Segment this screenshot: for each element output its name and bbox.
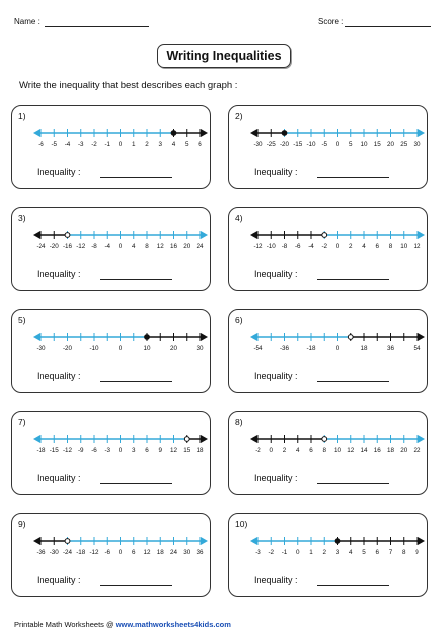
footer-site-link[interactable]: www.mathworksheets4kids.com <box>115 620 231 629</box>
tick-label: 9 <box>415 549 419 556</box>
tick-label: 9 <box>158 447 163 454</box>
tick-label: -4 <box>104 243 111 250</box>
inequality-answer-line[interactable] <box>100 381 172 382</box>
tick-label: 18 <box>360 345 368 352</box>
tick-label: 1 <box>309 549 313 556</box>
right-arrow-icon <box>201 537 208 545</box>
problem-card <box>228 513 428 597</box>
open-circle-marker <box>322 437 327 442</box>
problem-card <box>11 207 211 291</box>
tick-label: 20 <box>183 243 191 250</box>
tick-label: 0 <box>335 243 340 250</box>
name-line[interactable] <box>45 26 149 27</box>
tick-label: 6 <box>131 549 136 556</box>
tick-label: 16 <box>169 243 178 250</box>
problem-card <box>11 513 211 597</box>
tick-label: -18 <box>36 447 46 454</box>
number-line <box>229 222 427 256</box>
tick-label: -4 <box>308 243 314 250</box>
left-arrow-icon <box>33 435 40 443</box>
tick-label: 12 <box>156 243 164 250</box>
left-arrow-icon <box>33 129 40 137</box>
score-label: Score : <box>318 17 344 26</box>
tick-label: 10 <box>400 243 408 250</box>
tick-label: -36 <box>36 549 46 556</box>
tick-label: 20 <box>169 345 178 352</box>
inequality-label: Inequality : <box>37 575 81 585</box>
left-arrow-icon <box>250 435 257 443</box>
tick-label: -6 <box>91 447 97 454</box>
tick-label: -30 <box>49 549 59 556</box>
inequality-answer-line[interactable] <box>100 483 172 484</box>
tick-label: 4 <box>362 243 366 250</box>
tick-label: -25 <box>266 141 276 148</box>
tick-label: 5 <box>184 141 189 148</box>
left-arrow-icon <box>33 537 40 545</box>
tick-label: 12 <box>347 447 355 454</box>
problem-number: 2) <box>235 111 243 121</box>
inequality-label: Inequality : <box>254 269 298 279</box>
tick-label: 24 <box>196 243 204 250</box>
problem-number: 5) <box>18 315 26 325</box>
tick-label: 10 <box>333 447 342 454</box>
left-arrow-icon <box>250 537 257 545</box>
tick-label: -10 <box>306 141 316 148</box>
tick-label: 4 <box>348 549 353 556</box>
tick-label: -36 <box>279 345 290 352</box>
tick-label: -6 <box>38 141 44 148</box>
tick-label: 0 <box>335 345 340 352</box>
number-line <box>229 120 427 154</box>
tick-label: 0 <box>118 447 123 454</box>
tick-label: -30 <box>253 141 263 148</box>
right-arrow-icon <box>201 435 208 443</box>
name-label: Name : <box>14 17 40 26</box>
tick-label: 30 <box>413 141 421 148</box>
tick-label: -10 <box>89 345 99 352</box>
tick-label: 4 <box>295 447 300 454</box>
tick-label: -54 <box>253 345 263 352</box>
open-circle-marker <box>65 539 70 544</box>
inequality-label: Inequality : <box>37 269 81 279</box>
tick-label: -4 <box>64 141 71 148</box>
tick-label: 20 <box>400 447 408 454</box>
number-line <box>229 426 427 460</box>
problem-number: 3) <box>18 213 26 223</box>
problem-card <box>11 411 211 495</box>
number-line <box>229 324 427 358</box>
tick-label: 0 <box>118 243 123 250</box>
problem-card <box>11 105 211 189</box>
tick-label: 0 <box>118 141 123 148</box>
tick-label: -18 <box>76 549 86 556</box>
problem-number: 10) <box>235 519 248 529</box>
problem-number: 9) <box>18 519 26 529</box>
tick-label: 8 <box>388 243 393 250</box>
left-arrow-icon <box>33 231 40 239</box>
open-circle-marker <box>348 335 353 340</box>
tick-label: -15 <box>293 141 303 148</box>
number-line <box>12 324 210 358</box>
problem-card <box>11 309 211 393</box>
tick-label: -24 <box>36 243 46 250</box>
tick-label: 18 <box>196 447 204 454</box>
tick-label: -12 <box>89 549 99 556</box>
tick-label: -2 <box>268 549 275 556</box>
inequality-label: Inequality : <box>254 167 298 177</box>
tick-label: -2 <box>321 243 328 250</box>
inequality-answer-line[interactable] <box>317 483 389 484</box>
tick-label: 4 <box>171 141 176 148</box>
tick-label: 25 <box>400 141 408 148</box>
tick-label: -10 <box>266 243 276 250</box>
right-arrow-icon <box>418 537 425 545</box>
tick-label: 3 <box>335 549 340 556</box>
tick-label: 30 <box>183 549 191 556</box>
tick-label: 10 <box>143 345 151 352</box>
instructions: Write the inequality that best describes each graph : <box>19 80 238 91</box>
problem-card <box>228 207 428 291</box>
tick-label: -6 <box>294 243 301 250</box>
number-line <box>229 528 427 562</box>
tick-label: 14 <box>360 447 368 454</box>
tick-label: -8 <box>281 243 288 250</box>
tick-label: -1 <box>281 549 288 556</box>
tick-label: 0 <box>118 345 123 352</box>
tick-label: 6 <box>145 447 149 454</box>
tick-label: 8 <box>401 549 406 556</box>
number-line <box>12 426 210 460</box>
closed-circle-marker <box>335 539 340 544</box>
right-arrow-icon <box>201 231 208 239</box>
tick-label: -3 <box>255 549 261 556</box>
open-circle-marker <box>184 437 189 442</box>
tick-label: 5 <box>348 141 353 148</box>
tick-label: -2 <box>91 141 97 148</box>
tick-label: 0 <box>118 549 123 556</box>
tick-label: -12 <box>253 243 263 250</box>
tick-label: -5 <box>51 141 58 148</box>
tick-label: 6 <box>198 141 202 148</box>
tick-label: 12 <box>169 447 178 454</box>
tick-label: 7 <box>388 549 393 556</box>
number-line <box>12 120 210 154</box>
problem-number: 8) <box>235 417 243 427</box>
problem-card <box>228 309 428 393</box>
tick-label: -5 <box>321 141 328 148</box>
tick-label: -8 <box>91 243 97 250</box>
tick-label: 36 <box>386 345 395 352</box>
tick-label: -20 <box>62 345 73 352</box>
right-arrow-icon <box>418 231 425 239</box>
tick-label: -9 <box>77 447 84 454</box>
tick-label: 2 <box>322 549 327 556</box>
tick-label: -6 <box>104 549 111 556</box>
tick-label: 36 <box>196 549 204 556</box>
inequality-answer-line[interactable] <box>100 279 172 280</box>
tick-label: -3 <box>77 141 84 148</box>
tick-label: 16 <box>373 447 381 454</box>
tick-label: 3 <box>131 447 136 454</box>
inequality-answer-line[interactable] <box>317 279 389 280</box>
open-circle-marker <box>65 233 70 238</box>
score-line[interactable] <box>345 26 431 27</box>
tick-label: 15 <box>373 141 381 148</box>
tick-label: 54 <box>413 345 421 352</box>
right-arrow-icon <box>418 333 425 341</box>
tick-label: 6 <box>375 549 380 556</box>
tick-label: 6 <box>309 447 313 454</box>
tick-label: 4 <box>131 243 136 250</box>
tick-label: -20 <box>49 243 59 250</box>
tick-label: 2 <box>348 243 353 250</box>
footer-prefix: Printable Math Worksheets @ <box>14 620 116 629</box>
tick-label: 12 <box>143 549 151 556</box>
tick-label: 8 <box>322 447 327 454</box>
tick-label: 18 <box>156 549 164 556</box>
problem-number: 4) <box>235 213 243 223</box>
tick-label: 18 <box>386 447 395 454</box>
tick-label: -12 <box>62 447 73 454</box>
problem-number: 1) <box>18 111 26 121</box>
inequality-answer-line[interactable] <box>100 177 172 178</box>
problem-number: 6) <box>235 315 243 325</box>
tick-label: 2 <box>145 141 149 148</box>
tick-label: -12 <box>76 243 86 250</box>
inequality-label: Inequality : <box>37 473 81 483</box>
inequality-answer-line[interactable] <box>317 177 389 178</box>
tick-label: -18 <box>306 345 316 352</box>
inequality-label: Inequality : <box>37 167 81 177</box>
tick-label: 20 <box>386 141 395 148</box>
right-arrow-icon <box>201 129 208 137</box>
number-line <box>12 528 210 562</box>
inequality-label: Inequality : <box>254 575 298 585</box>
inequality-answer-line[interactable] <box>317 585 389 586</box>
tick-label: 2 <box>282 447 287 454</box>
left-arrow-icon <box>33 333 40 341</box>
inequality-answer-line[interactable] <box>317 381 389 382</box>
number-line <box>12 222 210 256</box>
left-arrow-icon <box>250 333 257 341</box>
closed-circle-marker <box>145 335 150 340</box>
tick-label: 0 <box>335 141 340 148</box>
tick-label: 10 <box>360 141 368 148</box>
tick-label: -20 <box>279 141 290 148</box>
closed-circle-marker <box>171 131 176 136</box>
tick-label: 12 <box>413 243 421 250</box>
tick-label: 24 <box>169 549 178 556</box>
tick-label: -1 <box>104 141 111 148</box>
inequality-label: Inequality : <box>254 473 298 483</box>
tick-label: -3 <box>104 447 111 454</box>
tick-label: 22 <box>413 447 421 454</box>
inequality-answer-line[interactable] <box>100 585 172 586</box>
tick-label: 15 <box>183 447 191 454</box>
worksheet-title: Writing Inequalities <box>157 44 291 68</box>
right-arrow-icon <box>418 129 425 137</box>
inequality-label: Inequality : <box>37 371 81 381</box>
tick-label: -2 <box>255 447 261 454</box>
left-arrow-icon <box>250 129 257 137</box>
tick-label: 5 <box>362 549 366 556</box>
tick-label: -24 <box>62 549 73 556</box>
right-arrow-icon <box>418 435 425 443</box>
tick-label: -15 <box>49 447 59 454</box>
tick-label: 30 <box>196 345 204 352</box>
problem-card <box>228 105 428 189</box>
tick-label: -30 <box>36 345 46 352</box>
left-arrow-icon <box>250 231 257 239</box>
inequality-label: Inequality : <box>254 371 298 381</box>
tick-label: 3 <box>158 141 163 148</box>
tick-label: 1 <box>131 141 136 148</box>
tick-label: 0 <box>295 549 300 556</box>
right-arrow-icon <box>201 333 208 341</box>
tick-label: 0 <box>269 447 274 454</box>
tick-label: 6 <box>375 243 380 250</box>
tick-label: -16 <box>62 243 73 250</box>
closed-circle-marker <box>282 131 287 136</box>
problem-card <box>228 411 428 495</box>
footer <box>14 620 231 629</box>
tick-label: 8 <box>145 243 149 250</box>
problem-number: 7) <box>18 417 26 427</box>
open-circle-marker <box>322 233 327 238</box>
